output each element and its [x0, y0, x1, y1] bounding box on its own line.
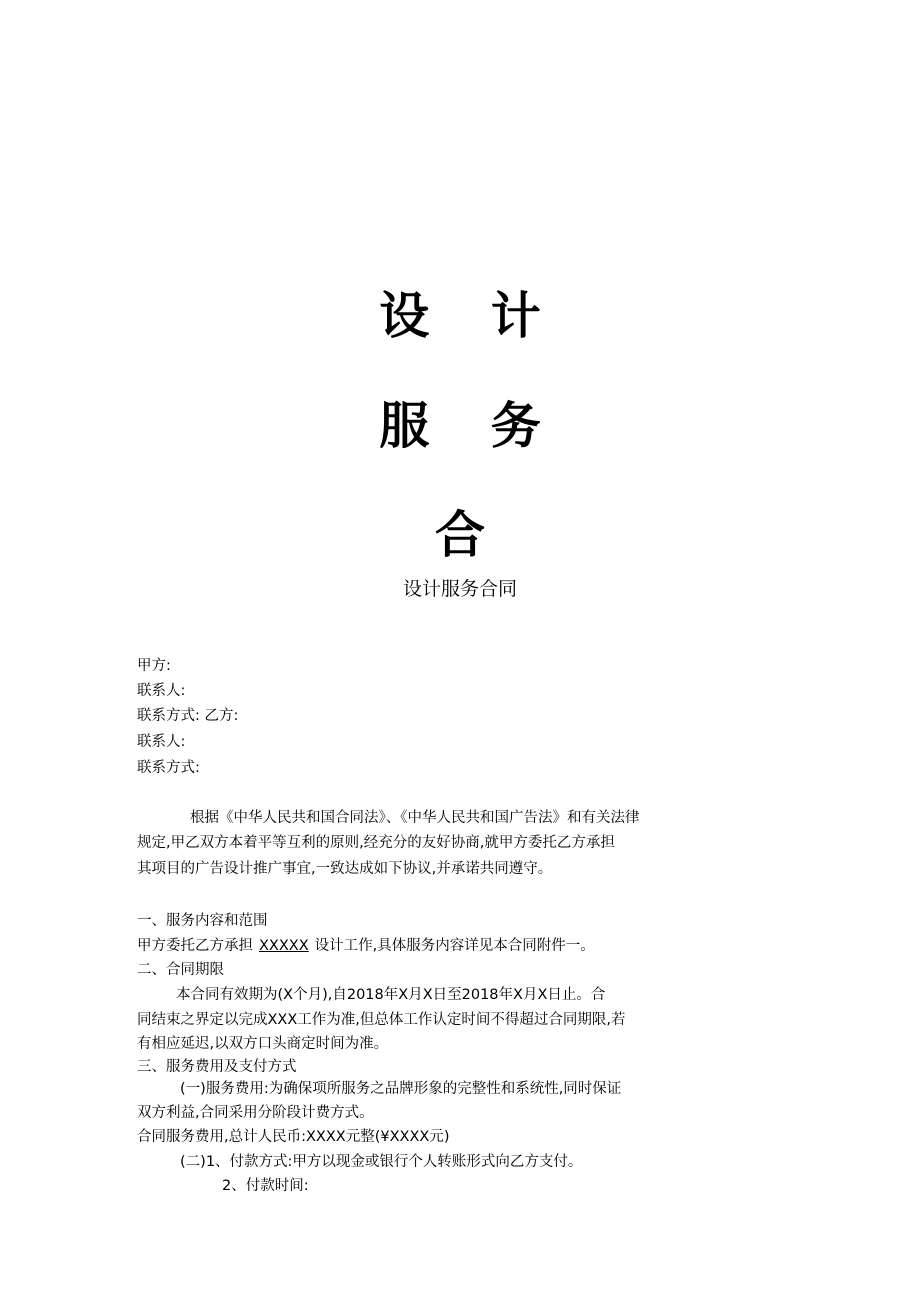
contact-person-b: 联系人:: [137, 734, 186, 750]
preamble-line-1: 根据《中华人民共和国合同法》、《中华人民共和国广告法》和有关法律: [190, 810, 640, 826]
section-2-heading: 二、合同期限: [137, 962, 224, 978]
preamble-line-2: 规定,甲乙双方本着平等互利的原则,经充分的友好协商,就甲方委托乙方承担: [137, 835, 615, 851]
party-a: 甲方:: [137, 658, 171, 674]
contact-person-a: 联系人:: [137, 683, 186, 699]
contact-info-b: 联系方式:: [137, 760, 200, 776]
section-1-body-prefix: 甲方委托乙方承担: [137, 938, 253, 954]
title-line-1: 设 计: [379, 287, 563, 345]
title-line-3: 合: [435, 506, 507, 564]
section-2-line-2: 同结束之界定以完成XXX工作为准,但总体工作认定时间不得超过合同期限,若: [137, 1012, 626, 1028]
contact-info-a-party-b: 联系方式: 乙方:: [137, 708, 239, 724]
project-name-blank: XXXXX: [259, 938, 309, 954]
section-3-line-3: 合同服务费用,总计人民币:XXXX元整(¥XXXX元): [137, 1129, 450, 1145]
section-2-line-1: 本合同有效期为(X个月),自2018年X月X日至2018年X月X日止。合: [176, 987, 606, 1003]
section-2-line-3: 有相应延迟,以双方口头商定时间为准。: [137, 1036, 389, 1052]
section-3-heading: 三、服务费用及支付方式: [137, 1059, 297, 1075]
section-3-line-4: (二)1、付款方式:甲方以现金或银行个人转账形式向乙方支付。: [180, 1154, 583, 1170]
section-1-heading: 一、服务内容和范围: [137, 913, 268, 929]
section-1-body: [137, 934, 595, 958]
section-3-line-5: 2、付款时间:: [222, 1178, 309, 1194]
section-3-line-2: 双方利益,合同采用分阶段计费方式。: [137, 1105, 374, 1121]
preamble-line-3: 其项目的广告设计推广事宜,一致达成如下协议,并承诺共同遵守。: [137, 861, 553, 877]
title-line-2: 服 务: [379, 397, 563, 455]
document-subtitle: 设计服务合同: [402, 578, 517, 600]
section-3-line-1: (一)服务费用:为确保项所服务之品牌形象的完整性和系统性,同时保证: [180, 1081, 622, 1097]
section-1-body-suffix: 设计工作,具体服务内容详见本合同附件一。: [314, 938, 595, 954]
